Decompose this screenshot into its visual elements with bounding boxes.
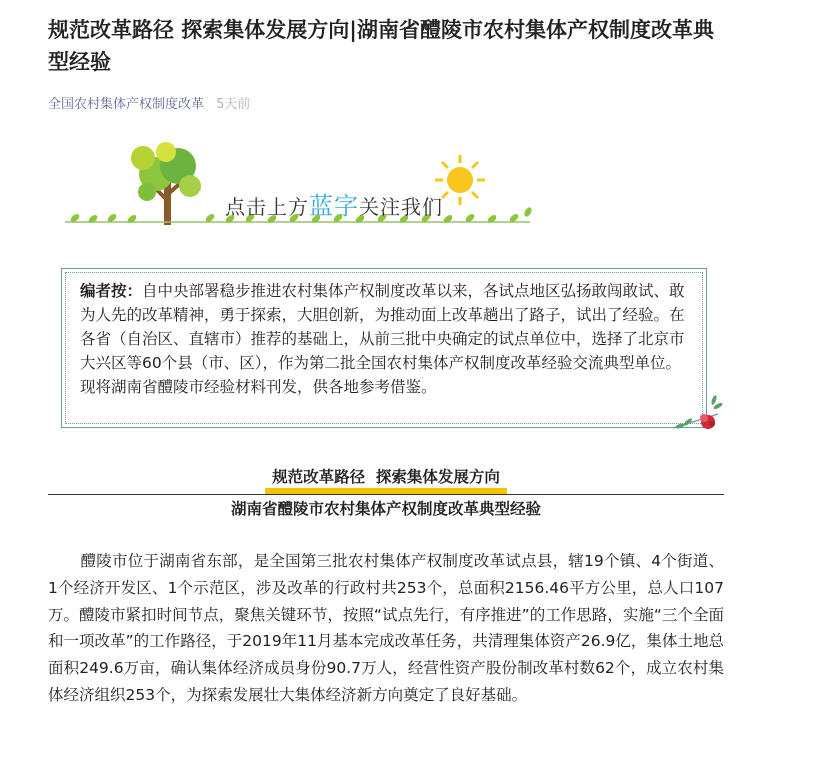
editor-note — [80, 279, 688, 399]
editor-note-label: 编者按： — [80, 282, 143, 300]
section-heading — [48, 466, 724, 495]
follow-prompt — [225, 186, 443, 221]
follow-banner — [60, 140, 700, 240]
follow-prompt-after: 关注我们 — [359, 195, 443, 219]
heading-underline-bar — [265, 488, 507, 494]
flower-decoration-icon — [668, 384, 728, 440]
publish-time: 5天前 — [216, 97, 251, 112]
follow-prompt-before: 点击上方 — [225, 195, 309, 219]
follow-prompt-highlight: 蓝字 — [309, 192, 359, 220]
editor-note-text: 自中央部署稳步推进农村集体产权制度改革以来，各试点地区弘扬敢闯敢试、敢为人先的改革精神，勇于探索，大胆创新，为推动面上改革趟出了路子，试出了经验。在各省（自治区、直辖市）推荐的基础上，从前三批中央确定的试点单位中，选择了北京市大兴区等60个县（市、区），作为第二批全国农村集体产权制度改革经验交流典型单位。现将湖南省醴陵市经验材料刊发，供各地参考借鉴。 — [80, 282, 685, 396]
account-name-link[interactable]: 全国农村集体产权制度改革 — [48, 97, 205, 112]
body-paragraph: 醴陵市位于湖南省东部，是全国第三批农村集体产权制度改革试点县，辖19个镇、4个街道、1个经济开发区、1个示范区，涉及改革的行政村共253个，总面积2156.46平方公里，总人口107万。醴陵市紧扣时间节点，聚焦关键环节，按照“试点先行，有序推进”的工作思路，实施“三个全面和一项改革”的工作路径，于2019年11月基本完成改革任务，共清理集体资产26.9亿，集体土地总面积249.6万亩，确认集体经济成员身份90.7万人，经营性资产股份制改革村数62个，成立农村集体经济组织253个，为探索发展壮大集体经济新方向奠定了良好基础。 — [48, 552, 724, 704]
editor-note-box — [61, 268, 707, 428]
article-meta — [48, 93, 250, 112]
section-subheading: 湖南省醴陵市农村集体产权制度改革典型经验 — [230, 500, 541, 518]
section-heading-text: 规范改革路径 探索集体发展方向 — [272, 468, 500, 486]
article-title: 规范改革路径 探索集体发展方向|湖南省醴陵市农村集体产权制度改革典型经验 — [48, 18, 714, 74]
